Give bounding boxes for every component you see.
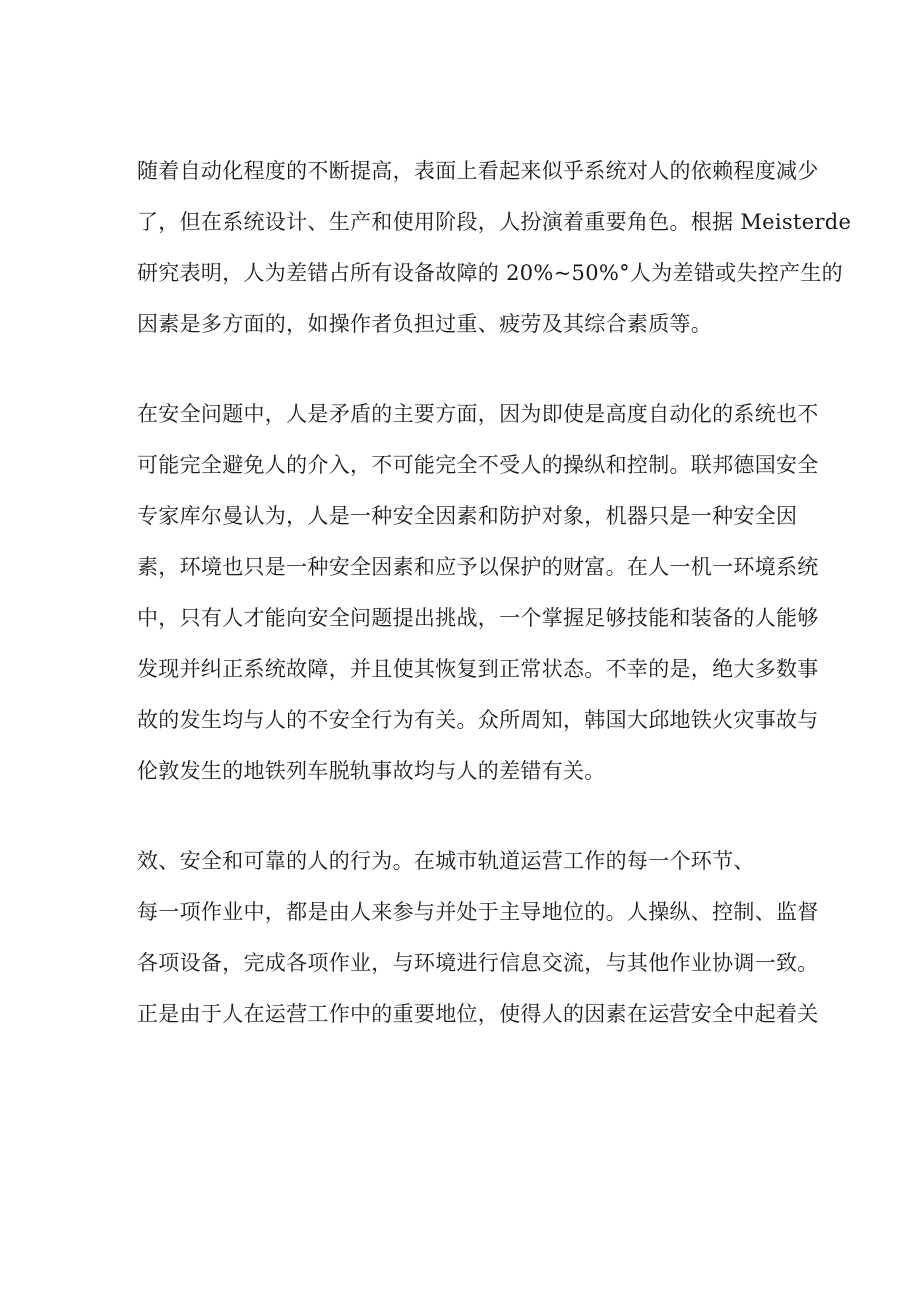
text-line: 随着自动化程度的不断提高，表面上看起来似乎系统对人的依赖程度减少 (137, 159, 819, 183)
text-line: 因素是多方面的，如操作者负担过重、疲劳及其综合素质等。 (137, 312, 713, 336)
text-line: 素，环境也只是一种安全因素和应予以保护的财富。在人一机一环境系统 (137, 555, 819, 579)
text-line: 可能完全避免人的介入，不可能完全不受人的操纵和控制。联邦德国安全 (137, 453, 819, 477)
text-line: 每一项作业中，都是由人来参与并处于主导地位的。人操纵、控制、监督 (137, 900, 819, 924)
text-line: 专家库尔曼认为，人是一种安全因素和防护对象，机器只是一种安全因 (137, 504, 798, 528)
text-line: 发现并纠正系统故障，并且使其恢复到正常状态。不幸的是，绝大多数事 (137, 657, 819, 681)
text-line: 中，只有人才能向安全问题提出挑战，一个掌握足够技能和装备的人能够 (137, 606, 819, 630)
text-line: 研究表明，人为差错占所有设备故障的 20%~50%°人为差错或失控产生的 (137, 261, 843, 285)
text-line: 伦敦发生的地铁列车脱轨事故均与人的差错有关。 (137, 759, 606, 783)
text-line: 各项设备，完成各项作业，与环境进行信息交流，与其他作业协调一致。 (137, 951, 819, 975)
text-line: 在安全问题中，人是矛盾的主要方面，因为即使是高度自动化的系统也不 (137, 402, 819, 426)
text-line: 效、安全和可靠的人的行为。在城市轨道运营工作的每一个环节、 (137, 849, 755, 873)
text-line: 故的发生均与人的不安全行为有关。众所周知，韩国大邱地铁火灾事故与 (137, 708, 819, 732)
text-line: 正是由于人在运营工作中的重要地位，使得人的因素在运营安全中起着关 (137, 1002, 819, 1026)
text-line: 了，但在系统设计、生产和使用阶段，人扮演着重要角色。根据 Meisterde (137, 210, 852, 234)
